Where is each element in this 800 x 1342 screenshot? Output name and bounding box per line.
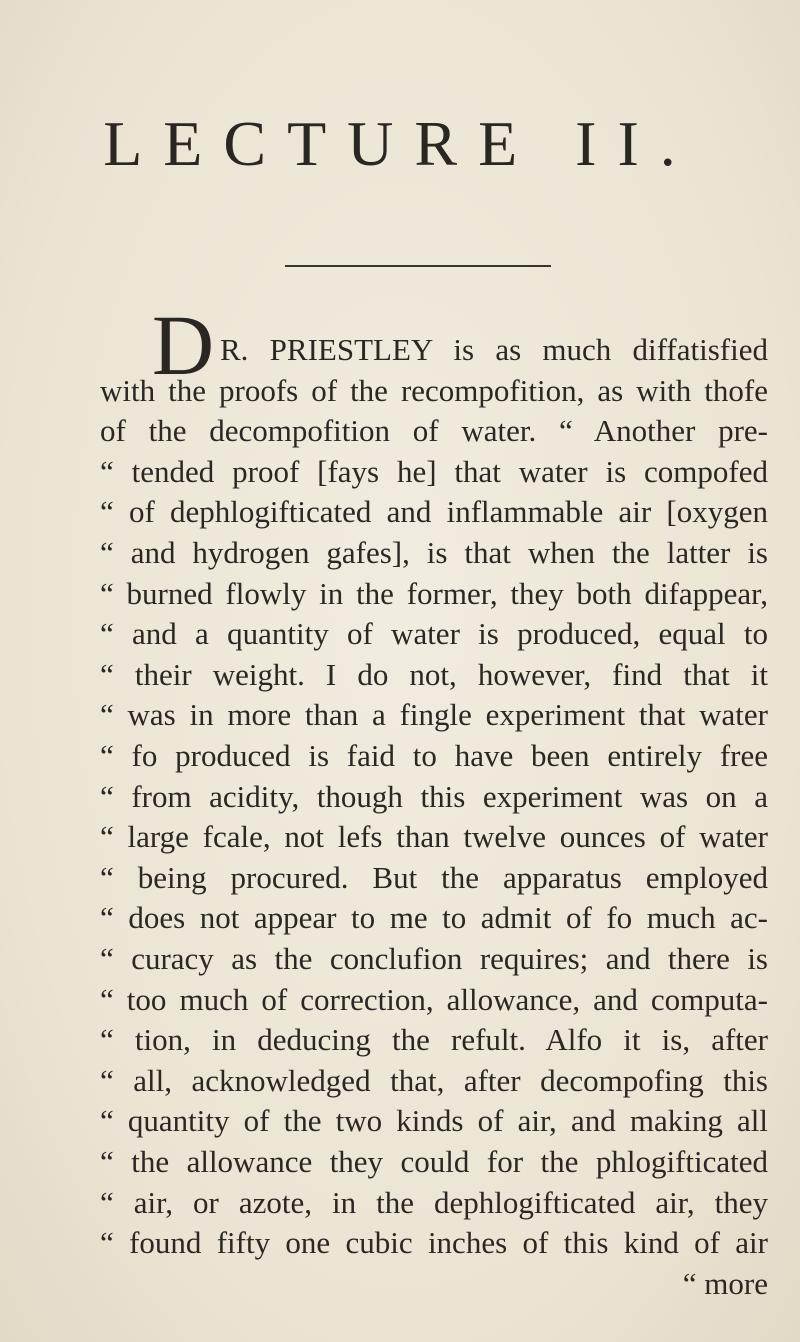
text-line: “ fo produced is faid to have been entirely free — [100, 738, 768, 773]
text-line: with the proofs of the recompofition, as with thofe — [100, 372, 768, 408]
lecture-heading: LECTURE II. — [103, 108, 697, 179]
text-line: “ too much of correction, allowance, and computa- — [100, 981, 768, 1017]
text-line: “ and a quantity of water is produced, equal to — [100, 616, 768, 652]
text-line: “ and hydrogen gafes], is that when the latter is — [100, 535, 768, 570]
text-line: “ large fcale, not lefs than twelve ounces of water — [100, 819, 768, 855]
text-line: “ tion, in deducing the refult. Alfo it is, after — [100, 1022, 768, 1058]
text-line: “ being procured. But the apparatus employed — [100, 859, 768, 895]
text-line: “ curacy as the conclufion requires; and there is — [100, 941, 768, 976]
text-line: “ all, acknowledged that, after decompofing this — [100, 1062, 768, 1098]
text-line: “ air, or azote, in the dephlogifticated air, they — [100, 1184, 768, 1220]
text-line: “ from acidity, though this experiment was on a — [100, 778, 768, 814]
text-line: “ the allowance they could for the phlogifticated — [100, 1144, 768, 1179]
text-line: “ tended proof [fays he] that water is compofed — [100, 453, 768, 489]
text-line: “ quantity of the two kinds of air, and making all — [100, 1103, 768, 1139]
text-line: “ does not appear to me to admit of fo much ac- — [100, 900, 768, 936]
text-line: “ found fifty one cubic inches of this kind of air — [100, 1225, 768, 1261]
text-line: “ burned flowly in the former, they both difappear, — [100, 575, 768, 611]
text-line: R. PRIESTLEY is as much diffatisfied — [220, 332, 768, 367]
text-line: of the decompofition of water. “ Another pre- — [100, 413, 768, 449]
text-line: “ their weight. I do not, however, find that it — [100, 656, 768, 692]
text-line: “ more — [682, 1265, 768, 1301]
text-line: “ of dephlogifticated and inflammable air [oxygen — [100, 494, 768, 530]
text-line: “ was in more than a fingle experiment that water — [100, 697, 768, 733]
drop-cap: D — [152, 297, 215, 393]
